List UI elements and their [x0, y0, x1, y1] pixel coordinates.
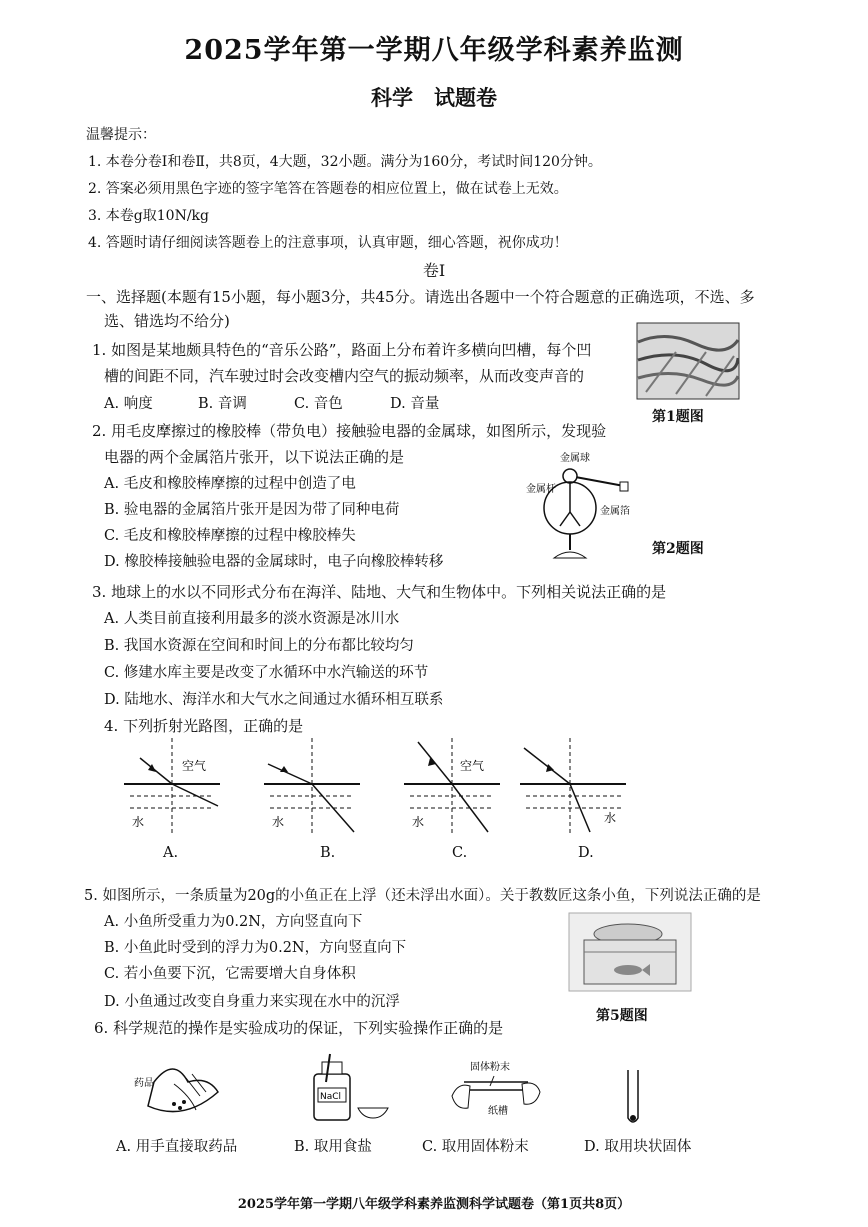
question-6-option-d: D. 取用块状固体 — [584, 1139, 692, 1155]
question-1-option-d: D. 音量 — [390, 396, 440, 412]
question-1-line1: 1. 如图是某地颇具特色的“音乐公路”，路面上分布着许多横向凹槽，每个凹 — [92, 341, 592, 359]
svg-text:纸槽: 纸槽 — [488, 1106, 508, 1117]
question-3-option-d: D. 陆地水、海洋水和大气水之间通过水循环相互联系 — [104, 692, 444, 708]
label-metal-ball: 金属球 — [560, 453, 590, 464]
question-1-option-c: C. 音色 — [294, 396, 343, 412]
tip-item: 2. 答案必须用黑色字迹的签字笔答在答题卷的相应位置上，做在试卷上无效。 — [88, 181, 568, 197]
svg-text:水: 水 — [604, 811, 617, 825]
svg-text:水: 水 — [132, 815, 145, 829]
svg-text:水: 水 — [412, 815, 425, 829]
tip-item: 1. 本卷分卷Ⅰ和卷Ⅱ，共8页，4大题，32小题。满分为160分，考试时间120分钟。 — [88, 154, 602, 170]
electroscope-diagram — [520, 446, 650, 568]
question-6-line1: 6. 科学规范的操作是实验成功的保证，下列实验操作正确的是 — [94, 1019, 504, 1037]
question-4-line1: 4. 下列折射光路图，正确的是 — [104, 717, 304, 735]
question-5-option-a: A. 小鱼所受重力为0.2N，方向竖直向下 — [104, 914, 363, 930]
tips-heading: 温馨提示： — [86, 127, 156, 143]
svg-text:空气: 空气 — [182, 759, 207, 773]
question-5-option-d: D. 小鱼通过改变自身重力来实现在水中的沉浮 — [104, 994, 400, 1010]
page-footer: 2025学年第一学期八年级学科素养监测科学试题卷（第1页共8页） — [237, 1197, 631, 1212]
label-metal-foil: 金属箔 — [600, 506, 630, 517]
question-3-option-a: A. 人类目前直接利用最多的淡水资源是冰川水 — [104, 611, 400, 627]
question-3-line1: 3. 地球上的水以不同形式分布在海洋、陆地、大气和生物体中。下列相关说法正确的是 — [92, 583, 667, 601]
question-2-option-a: A. 毛皮和橡胶棒摩擦的过程中创造了电 — [104, 476, 356, 492]
svg-text:NaCl: NaCl — [320, 1092, 342, 1102]
take-powder-diagram — [444, 1052, 544, 1126]
section-heading-line2: 选、错选均不给分) — [104, 312, 230, 330]
question-5-line1: 5. 如图所示，一条质量为20g的小鱼正在上浮（还未浮出水面）。关于教数匠这条小鱼，下列说法正确的是 — [84, 888, 761, 904]
svg-text:空气: 空气 — [460, 759, 485, 773]
label-metal-rod: 金属杆 — [526, 484, 556, 495]
question-3-option-c: C. 修建水库主要是改变了水循环中水汽输送的环节 — [104, 665, 429, 681]
section-heading-line1: 一、选择题(本题有15小题，每小题3分，共45分。请选出各题中一个符合题意的正确选项，不选、多 — [86, 288, 755, 306]
question-2-line1: 2. 用毛皮摩擦过的橡胶棒（带负电）接触验电器的金属球，如图所示，发现验 — [92, 422, 607, 440]
exam-subtitle: 科学 试题卷 — [371, 85, 497, 110]
question-5-option-b: B. 小鱼此时受到的浮力为0.2N，方向竖直向下 — [104, 940, 407, 956]
question-1-option-b: B. 音调 — [198, 396, 247, 412]
question-2-option-b: B. 验电器的金属箔片张开是因为带了同种电荷 — [104, 502, 400, 518]
question-4-option-d: D. — [578, 845, 594, 861]
tip-item: 3. 本卷g取10N/kg — [88, 208, 209, 224]
music-road-photo — [636, 322, 740, 400]
exam-title: 2025学年第一学期八年级学科素养监测 — [184, 35, 684, 66]
question-5-option-c: C. 若小鱼要下沉，它需要增大自身体积 — [104, 966, 356, 982]
question-2-option-c: C. 毛皮和橡胶棒摩擦的过程中橡胶棒失 — [104, 528, 356, 544]
question-2-option-d: D. 橡胶棒接触验电器的金属球时，电子向橡胶棒转移 — [104, 554, 444, 570]
take-drug-by-hand-diagram — [134, 1052, 224, 1126]
question-4-option-b: B. — [320, 845, 336, 861]
svg-text:固体粉末: 固体粉末 — [470, 1062, 510, 1073]
fish-tank-photo — [568, 912, 692, 992]
question-1-line2: 槽的间距不同，汽车驶过时会改变槽内空气的振动频率，从而改变声音的 — [104, 367, 585, 385]
svg-text:药品: 药品 — [134, 1078, 154, 1089]
question-1-option-a: A. 响度 — [104, 396, 153, 412]
refraction-diagram-d — [518, 736, 628, 836]
question-6-option-a: A. 用手直接取药品 — [116, 1139, 238, 1155]
svg-text:水: 水 — [272, 815, 285, 829]
question-4-option-c: C. — [452, 845, 468, 861]
refraction-diagram-b — [262, 736, 362, 836]
refraction-diagram-c — [402, 736, 502, 836]
refraction-diagram-a — [122, 736, 222, 836]
question-2-line2: 电器的两个金属箔片张开，以下说法正确的是 — [104, 448, 405, 466]
question-4-option-a: A. — [163, 845, 179, 861]
question-3-option-b: B. 我国水资源在空间和时间上的分布都比较均匀 — [104, 638, 414, 654]
tip-item: 4. 答题时请仔细阅读答题卷上的注意事项，认真审题，细心答题，祝你成功！ — [88, 235, 568, 251]
volume-label: 卷Ⅰ — [422, 261, 446, 280]
question-2-figure-caption: 第2题图 — [652, 541, 704, 557]
question-6-option-c: C. 取用固体粉末 — [422, 1139, 529, 1155]
question-6-option-b: B. 取用食盐 — [294, 1139, 372, 1155]
question-5-figure-caption: 第5题图 — [596, 1008, 648, 1024]
question-1-figure-caption: 第1题图 — [652, 409, 704, 425]
take-block-solid-diagram — [618, 1066, 648, 1128]
take-salt-diagram — [304, 1052, 394, 1126]
